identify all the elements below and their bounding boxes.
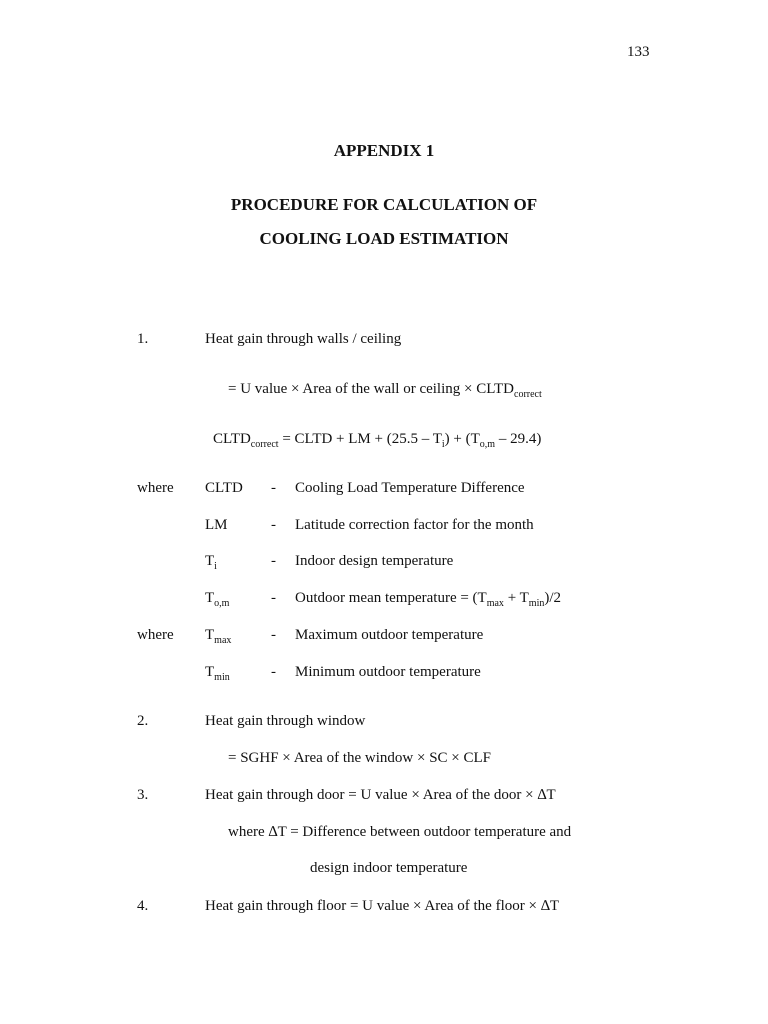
item-4-number: 4. [137, 898, 149, 914]
def-symbol-cltd: CLTD [205, 480, 243, 496]
def-symbol-ti: $T_i$ [205, 553, 217, 572]
def-lead-where-1: where [137, 480, 174, 496]
def-symbol-lm: LM [205, 517, 228, 533]
formula-subscript: correct [514, 389, 542, 400]
item-3-title: Heat gain through door = U value × Area of the door × ∆T [205, 787, 556, 803]
def-dash: - [271, 627, 276, 643]
cltd-rhs-subscript-om: o,m [479, 439, 496, 450]
appendix-title: APPENDIX 1 [333, 141, 435, 160]
def-symbol-tmax: $T_{max}$ [205, 627, 232, 646]
heading-line-2: COOLING LOAD ESTIMATION [259, 229, 509, 248]
def-desc-lm: Latitude correction factor for the month [295, 517, 534, 533]
cltd-rhs-subscript-i: i [441, 439, 445, 450]
item-2-formula: = SGHF × Area of the window × SC × CLF [228, 750, 492, 766]
def-dash: - [271, 590, 276, 606]
def-desc-tmin: Minimum outdoor temperature [295, 664, 481, 680]
page-number: 133 [627, 44, 650, 60]
def-lead-where-2: where [137, 627, 174, 643]
formula-text: = U value × Area of the wall or ceiling × CLTD [228, 381, 515, 397]
def-dash: - [271, 517, 276, 533]
cltd-correct-equation [213, 431, 542, 450]
item-1-number: 1. [137, 331, 149, 347]
cltd-rhs-part-3: – 29.4) [495, 431, 542, 447]
def-desc-ti: Indoor design temperature [295, 553, 454, 569]
item-1-title: Heat gain through walls / ceiling [205, 331, 402, 347]
def-desc-cltd: Cooling Load Temperature Difference [295, 480, 525, 496]
cltd-label-subscript: correct [250, 439, 279, 450]
def-dash: - [271, 553, 276, 569]
item-2-title: Heat gain through window [205, 713, 366, 729]
def-desc-tom: Outdoor mean temperature = $(T_{max} + T_{min})/2$ [295, 590, 562, 609]
item-3-where-line-2: design indoor temperature [310, 860, 468, 876]
item-3-where-line: where ∆T = Difference between outdoor temperature and [228, 824, 572, 840]
def-dash: - [271, 480, 276, 496]
cltd-rhs-part-1: = CLTD + LM + (25.5 – T [278, 431, 442, 447]
def-symbol-tom: $T_{o,m}$ [205, 590, 230, 609]
item-1-formula [228, 381, 542, 400]
cltd-label: CLTD [213, 431, 251, 447]
def-dash: - [271, 664, 276, 680]
item-4-title: Heat gain through floor = U value × Area of the floor × ∆T [205, 898, 560, 914]
item-2-number: 2. [137, 713, 149, 729]
def-desc-tmax: Maximum outdoor temperature [295, 627, 484, 643]
def-symbol-tmin: $T_{min}$ [205, 664, 230, 683]
heading-line-1: PROCEDURE FOR CALCULATION OF [230, 195, 538, 214]
item-3-number: 3. [137, 787, 149, 803]
cltd-rhs-part-2: ) + (T [444, 431, 480, 447]
